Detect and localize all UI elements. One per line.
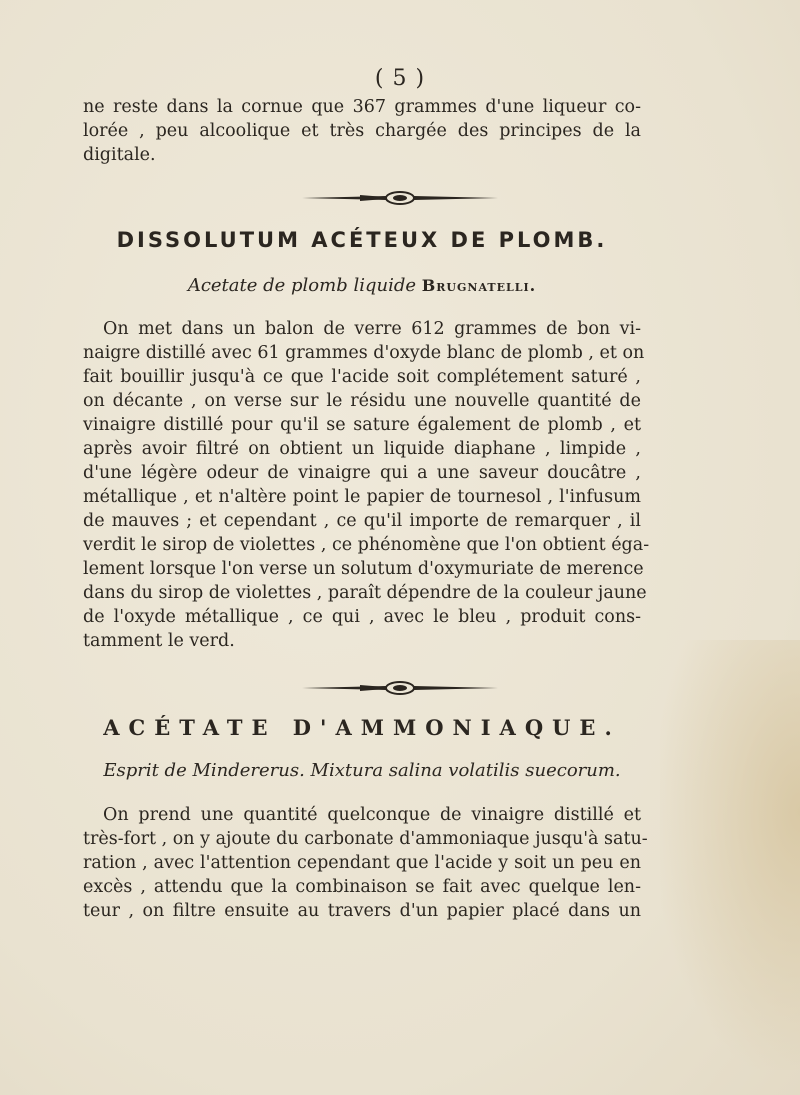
subtitle-italic: Esprit de Mindererus. Mixtura salina volatilis suecorum. <box>103 760 621 781</box>
section-subtitle-ammoniaque <box>83 760 641 781</box>
paper-stain <box>660 640 800 1070</box>
text-line: lorée , peu alcoolique et très chargée des principes de la <box>83 121 641 141</box>
text-line: de l'oxyde métallique , ce qui , avec le bleu , produit cons- <box>83 607 641 627</box>
text-line: fait bouillir jusqu'à ce que l'acide soit complétement saturé , <box>83 367 641 387</box>
paragraph-ammoniaque <box>83 803 648 923</box>
text-line: lement lorsque l'on verse un solutum d'oxymuriate de merence <box>83 559 644 579</box>
text-line: très-fort , on y ajoute du carbonate d'ammoniaque jusqu'à satu- <box>83 829 648 849</box>
text-line: teur , on filtre ensuite au travers d'un papier placé dans un <box>83 901 641 921</box>
text-line: dans du sirop de violettes , paraît dépendre de la couleur jaune <box>83 583 647 603</box>
subtitle-author: Brugnatelli. <box>421 276 537 295</box>
text-line: ration , avec l'attention cependant que l'acide y soit un peu en <box>83 853 641 873</box>
text-line: ne reste dans la cornue que 367 grammes d'une liqueur co- <box>83 97 641 117</box>
section-subtitle-plomb <box>83 275 641 296</box>
text-line: On prend une quantité quelconque de vinaigre distillé et <box>103 805 641 825</box>
ornament-divider <box>0 190 800 210</box>
text-line: digitale. <box>83 145 156 165</box>
text-line: on décante , on verse sur le résidu une nouvelle quantité de <box>83 391 641 411</box>
text-line: On met dans un balon de verre 612 grammes de bon vi- <box>103 319 641 339</box>
text-line: après avoir filtré on obtient un liquide diaphane , limpide , <box>83 439 641 459</box>
section-title-ammoniaque: ACÉTATE D'AMMONIAQUE. <box>103 715 621 740</box>
text-line: verdit le sirop de violettes , ce phénomène que l'on obtient éga- <box>83 535 650 555</box>
paragraph-plomb <box>83 317 650 653</box>
text-line: de mauves ; et cependant , ce qu'il importe de remarquer , il <box>83 511 641 531</box>
text-line: vinaigre distillé pour qu'il se sature également de plomb , et <box>83 415 641 435</box>
text-line: métallique , et n'altère point le papier de tournesol , l'infusum <box>83 487 641 507</box>
text-line: tamment le verd. <box>83 631 235 651</box>
section-title-plomb: DISSOLUTUM ACÉTEUX DE PLOMB. <box>116 228 608 252</box>
text-line: d'une légère odeur de vinaigre qui a une saveur doucâtre , <box>83 463 641 483</box>
text-line: naigre distillé avec 61 grammes d'oxyde blanc de plomb , et on <box>83 343 645 363</box>
ornament-divider <box>0 680 800 700</box>
page-number: ( 5 ) <box>374 66 426 91</box>
subtitle-italic: Acetate de plomb liquide <box>187 275 417 296</box>
intro-paragraph <box>83 95 641 167</box>
text-line: excès , attendu que la combinaison se fait avec quelque len- <box>83 877 641 897</box>
